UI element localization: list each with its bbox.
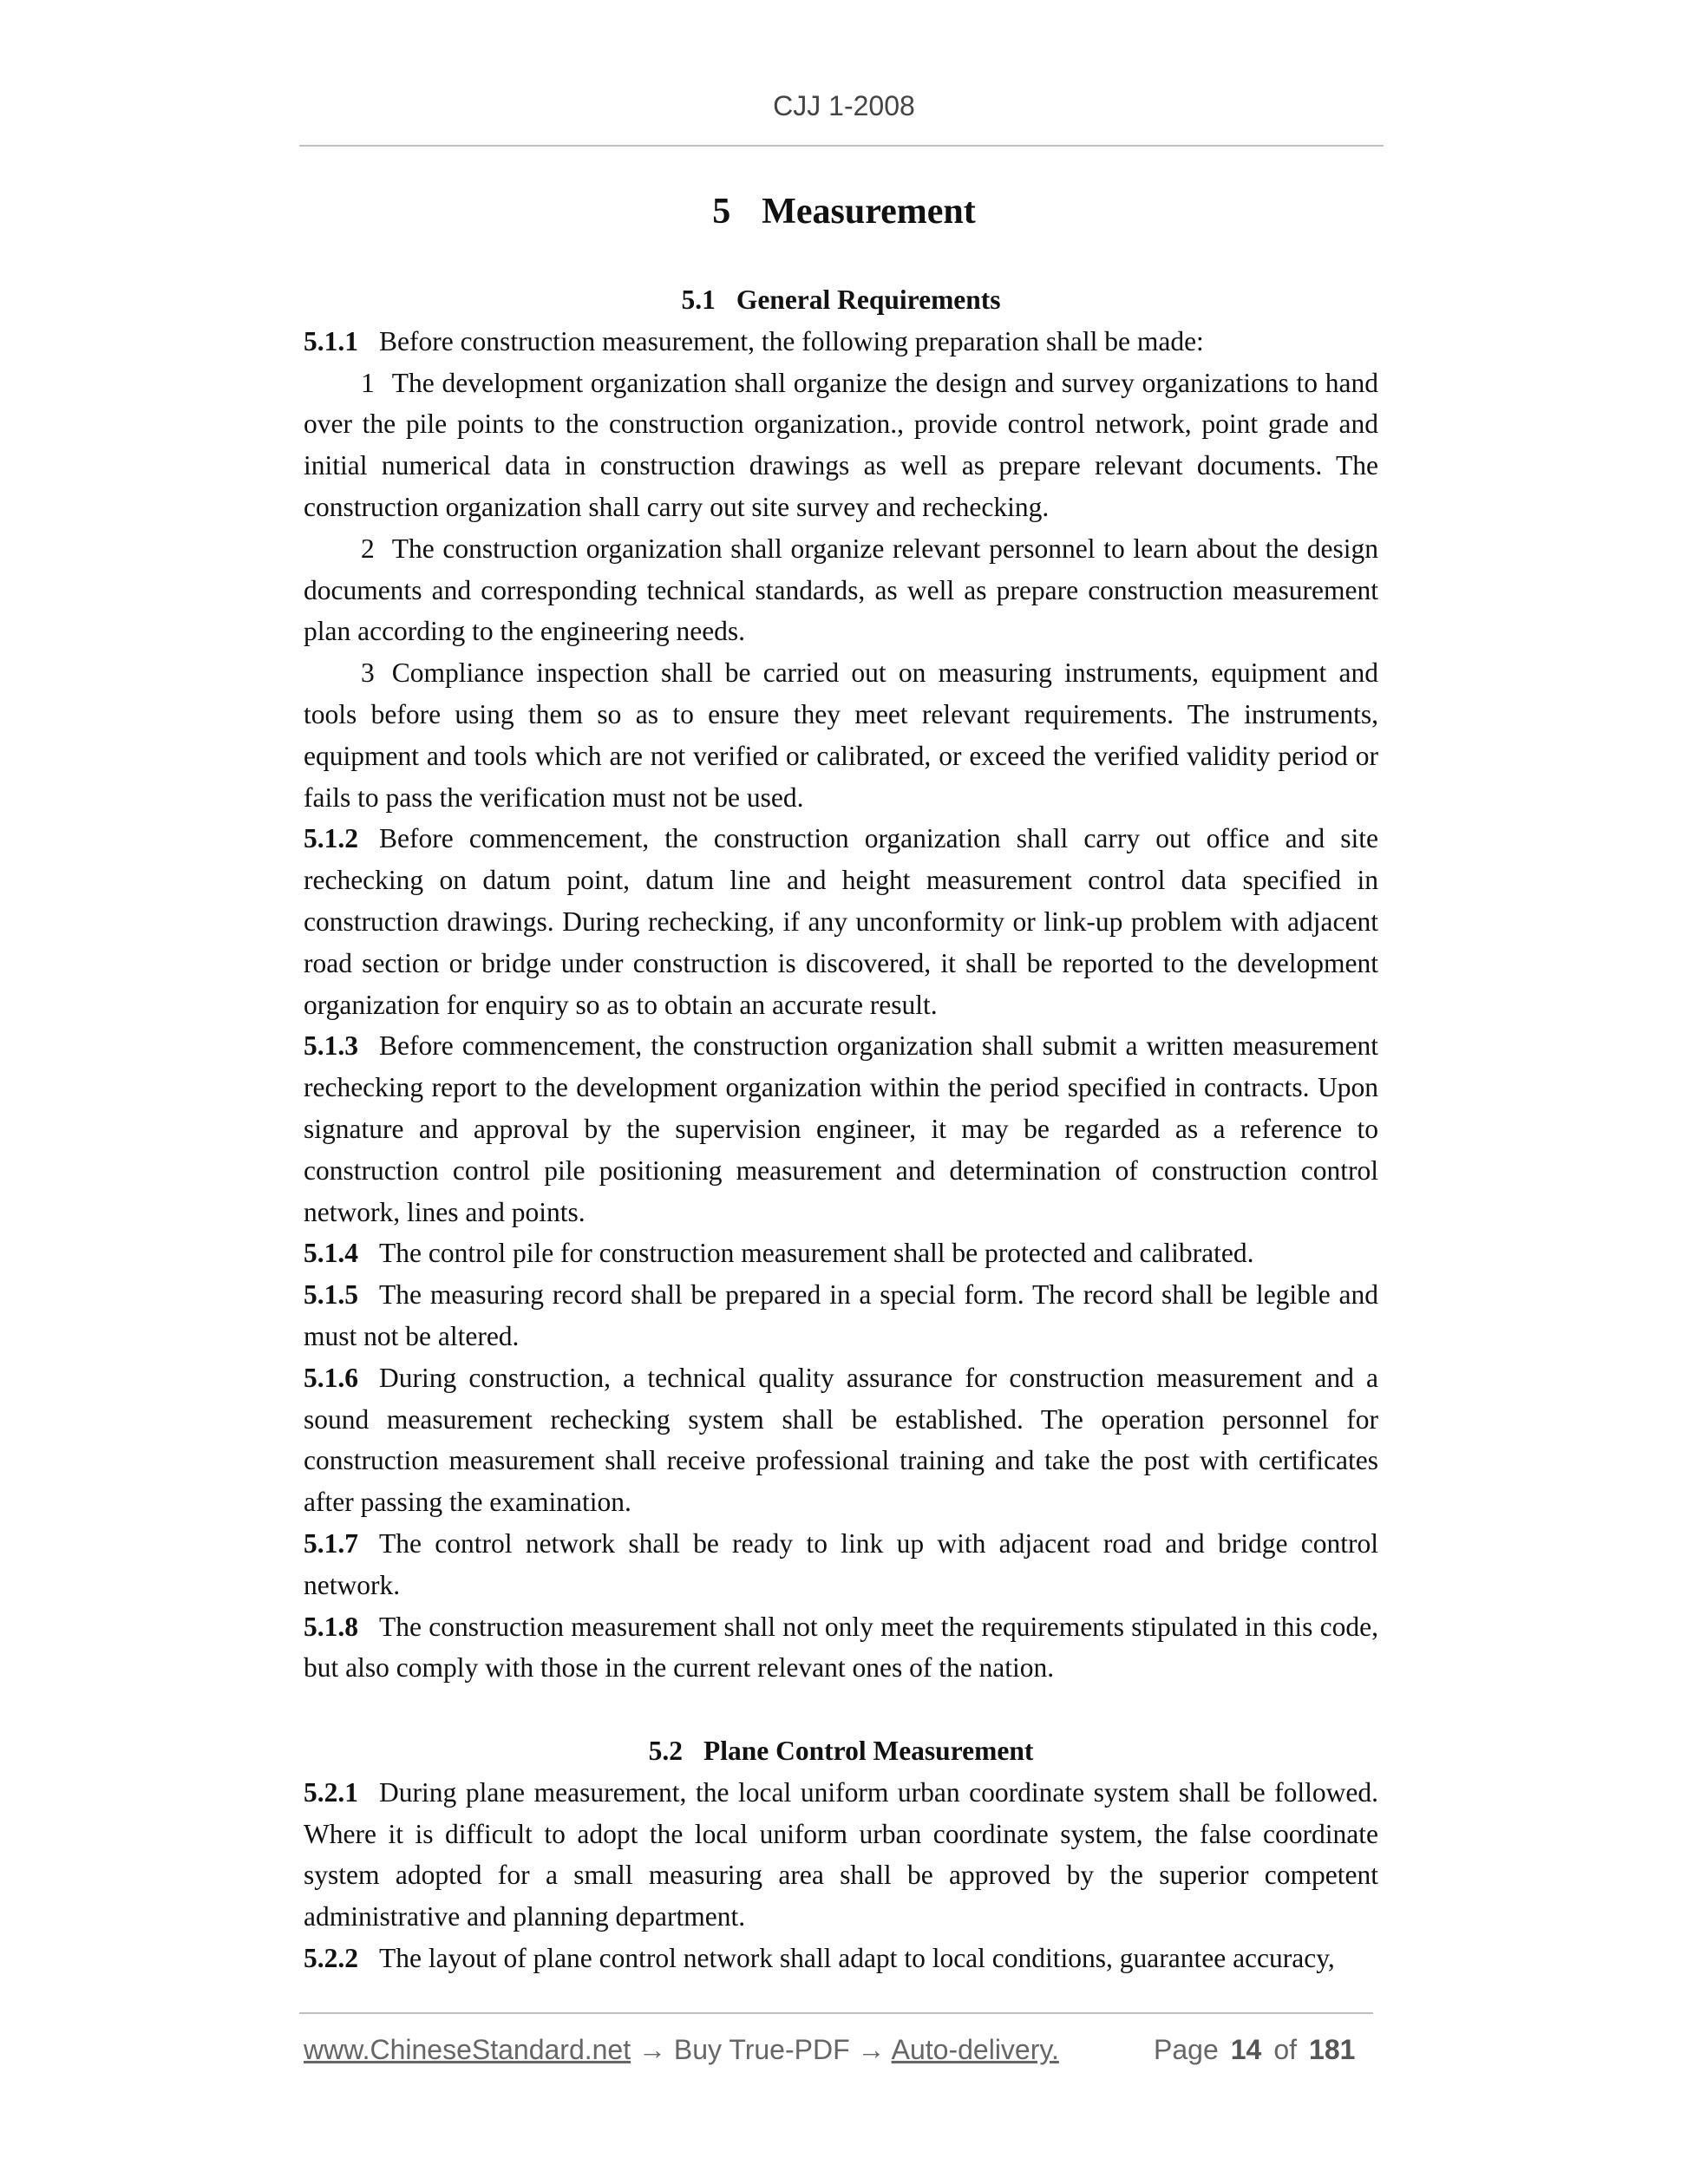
clause-text: The control network shall be ready to link up with adjacent road and bridge control network. (304, 1527, 1378, 1600)
clause-number: 5.1.6 (304, 1362, 358, 1393)
section-number: 5.2 (648, 1736, 684, 1767)
document-body (304, 279, 1378, 1979)
arrow-right-icon: → (857, 2034, 886, 2065)
section-title-text: Plane Control Measurement (703, 1736, 1034, 1767)
clause-number: 5.1.3 (304, 1030, 358, 1062)
clause (304, 1274, 1378, 1357)
section-title (304, 279, 1378, 321)
chapter-title-text: Measurement (762, 192, 976, 232)
clause-number: 5.2.1 (304, 1776, 358, 1808)
page-footer (304, 2034, 1379, 2066)
clause-number: 5.1.7 (304, 1527, 358, 1559)
clause-text: The control pile for construction measurement shall be protected and calibrated. (379, 1238, 1254, 1269)
chapter-number: 5 (712, 192, 731, 232)
clause-number: 5.1.5 (304, 1279, 358, 1311)
page-indicator (1154, 2034, 1367, 2066)
header-rule (299, 145, 1384, 147)
item-text: The construction organization shall organize relevant personnel to learn about the design documents and corresponding technical standards, as well as prepare construction measurement plan according to the engineering needs. (304, 533, 1378, 647)
clause-item (304, 652, 1378, 818)
section-number: 5.1 (681, 284, 716, 315)
clause-text: Before construction measurement, the following preparation shall be made: (379, 325, 1204, 356)
item-number: 1 (361, 367, 375, 398)
clause (304, 1233, 1378, 1274)
clause (304, 1025, 1378, 1233)
running-header: CJJ 1-2008 (773, 90, 915, 121)
clause-text: During construction, a technical quality assurance for construction measurement and a sound measurement rechecking system shall be established. The operation personnel for construction measurement shall receive professional training and take the post with certificates after passing the examination. (304, 1362, 1378, 1518)
arrow-right-icon: → (638, 2034, 666, 2065)
clause-item (304, 363, 1378, 528)
clause-number: 5.1.4 (304, 1238, 358, 1269)
chapter-title (0, 191, 1688, 232)
clause-text: Before commencement, the construction organization shall carry out office and site rechecking on datum point, datum line and height measurement control data specified in construction drawings. During rechecking, if any unconformity or link-up problem with adjacent road section or bridge under construction is discovered, it shall be reported to the development organization for enquiry so as to obtain an accurate result. (304, 823, 1378, 1020)
page-of-label: of (1273, 2034, 1298, 2065)
clause-text: The construction measurement shall not only meet the requirements stipulated in this code, but also comply with those in the current relevant ones of the nation. (304, 1611, 1378, 1684)
item-text: Compliance inspection shall be carried out on measuring instruments, equipment and tools before using them so as to ensure they meet relevant requirements. The instruments, equipment and tools which are not verified or calibrated, or exceed the verified validity period or fails to pass the verification must not be used. (304, 657, 1378, 813)
section-spacer (304, 1689, 1378, 1730)
clause (304, 321, 1378, 363)
item-number: 3 (361, 657, 375, 689)
page-label: Page (1154, 2034, 1219, 2065)
clause-number: 5.1.2 (304, 823, 358, 854)
footer-rule (299, 2012, 1373, 2014)
buy-true-pdf-text: Buy True-PDF (673, 2034, 850, 2065)
clause (304, 1772, 1378, 1938)
clause-text: The layout of plane control network shall adapt to local conditions, guarantee accuracy, (379, 1943, 1335, 1974)
clause-item (304, 528, 1378, 652)
page-total: 181 (1309, 2034, 1356, 2065)
item-number: 2 (361, 533, 375, 564)
clause-number: 5.2.2 (304, 1943, 358, 1974)
clause (304, 1523, 1378, 1606)
section-title-text: General Requirements (736, 284, 1001, 315)
clause-number: 5.1.8 (304, 1611, 358, 1642)
auto-delivery-link[interactable]: Auto-delivery. (891, 2034, 1059, 2065)
clause-text: Before commencement, the construction organization shall submit a written measurement rechecking report to the development organization within the period specified in contracts. Upon signature and approval by the supervision engineer, it may be regarded as a reference to construction control pile positioning measurement and determination of construction control network, lines and points. (304, 1030, 1378, 1227)
section-title (304, 1730, 1378, 1772)
page-current: 14 (1230, 2034, 1262, 2065)
clause-text: The measuring record shall be prepared in a special form. The record shall be legible and must not be altered. (304, 1279, 1378, 1351)
clause-text: During plane measurement, the local uniform urban coordinate system shall be followed. Where it is difficult to adopt the local uniform urban coordinate system, the false coordinate system adopted for a small measuring area shall be approved by the superior competent administrative and planning department. (304, 1776, 1378, 1932)
clause (304, 1606, 1378, 1690)
item-text: The development organization shall organize the design and survey organizations to hand over the pile points to the construction organization., provide control network, point grade and initial numerical data in construction drawings as well as prepare relevant documents. The construction organization shall carry out site survey and rechecking. (304, 367, 1378, 522)
site-link[interactable]: www.ChineseStandard.net (304, 2034, 631, 2065)
clause-number: 5.1.1 (304, 325, 358, 356)
clause (304, 1357, 1378, 1523)
clause (304, 1938, 1378, 1979)
clause (304, 818, 1378, 1025)
